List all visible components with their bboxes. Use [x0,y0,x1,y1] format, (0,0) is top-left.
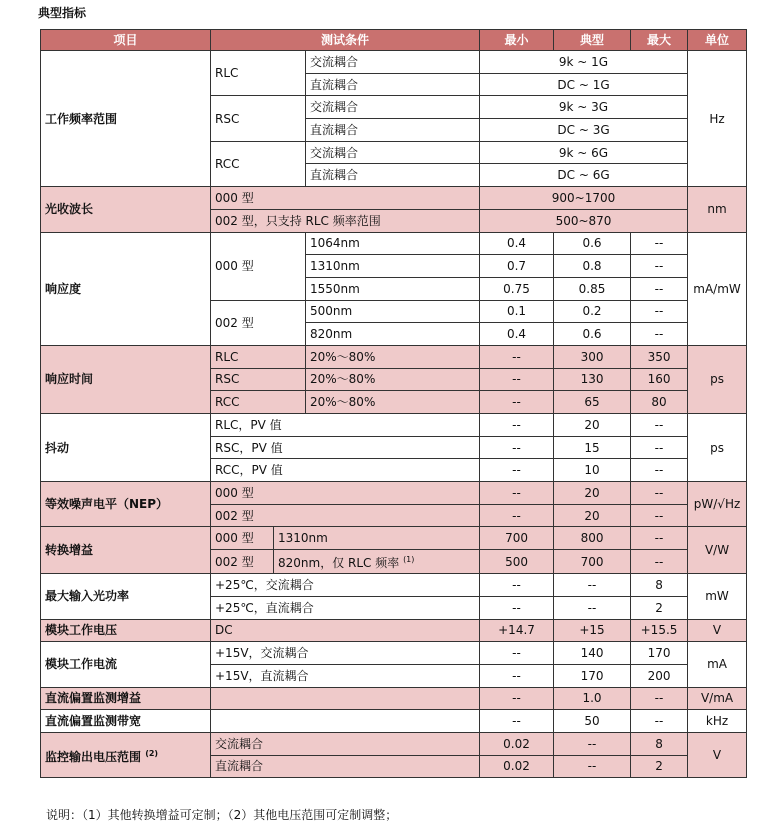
spec-table [40,29,747,778]
table-row [41,619,747,642]
header-row [41,30,747,51]
freq-value: DC ~ 6G [480,164,688,187]
resp-min: 0.7 [480,255,554,278]
gain-min: 500 [480,550,554,574]
footnote: 说明：（1）其他转换增益可定制；（2）其他电压范围可定制调整； [46,808,398,822]
gain-type: 000 型 [211,527,274,550]
freq-cond: 交流耦合 [306,51,480,74]
gain-unit: V/W [688,527,747,574]
wave-value: 900~1700 [480,187,688,210]
resp-max: -- [631,277,688,300]
curr-max: 170 [631,642,688,665]
rise-typ: 130 [554,368,631,391]
rise-min: -- [480,345,554,368]
table-row [41,232,747,255]
wave-cond: 002 型，只支持 RLC 频率范围 [211,209,480,232]
gain-type: 002 型 [211,550,274,574]
resp-typ: 0.6 [554,232,631,255]
curr-min: -- [480,642,554,665]
table-row [41,414,747,437]
resp-type: 000 型 [211,232,306,300]
monrange-unit: V [688,732,747,777]
resp-typ: 0.8 [554,255,631,278]
jitter-max: -- [631,414,688,437]
curr-label: 模块工作电流 [41,642,211,687]
wave-cond: 000 型 [211,187,480,210]
curr-typ: 170 [554,664,631,687]
resp-wavelength: 500nm [306,300,480,323]
monbw-typ: 50 [554,710,631,733]
monrange-cond: 直流耦合 [211,755,480,778]
rise-range: 20%～80% [306,345,480,368]
freq-rsc: RSC [211,96,306,141]
nep-max: -- [631,482,688,505]
nep-min: -- [480,504,554,527]
wave-unit: nm [688,187,747,232]
resp-unit: mA/mW [688,232,747,345]
monrange-label-text: 监控输出电压范围 [45,749,142,764]
freq-label: 工作频率范围 [41,51,211,187]
monrange-min: 0.02 [480,755,554,778]
jitter-min: -- [480,436,554,459]
freq-cond: 直流耦合 [306,73,480,96]
jitter-max: -- [631,436,688,459]
table-row [41,732,747,755]
jitter-cond: RLC，PV 值 [211,414,480,437]
resp-max: -- [631,300,688,323]
table-row [41,687,747,710]
mongain-min: -- [480,687,554,710]
nep-typ: 20 [554,504,631,527]
monbw-max: -- [631,710,688,733]
maxin-typ: -- [554,596,631,619]
maxin-label: 最大输入光功率 [41,574,211,619]
monbw-cond [211,710,480,733]
resp-wavelength: 1310nm [306,255,480,278]
nep-cond: 000 型 [211,482,480,505]
freq-cond: 直流耦合 [306,164,480,187]
jitter-typ: 10 [554,459,631,482]
monrange-max: 8 [631,732,688,755]
nep-label: 等效噪声电平（NEP） [41,482,211,527]
footnote-ref-2: (2) [145,748,159,758]
gain-max: -- [631,527,688,550]
rise-max: 80 [631,391,688,414]
resp-min: 0.4 [480,232,554,255]
resp-wavelength: 820nm [306,323,480,346]
rise-min: -- [480,368,554,391]
table-row [41,482,747,505]
wave-value: 500~870 [480,209,688,232]
gain-cond-text: 820nm，仅 RLC 频率 [278,556,400,571]
rise-max: 160 [631,368,688,391]
wave-label: 光收波长 [41,187,211,232]
mongain-unit: V/mA [688,687,747,710]
curr-max: 200 [631,664,688,687]
gain-max: -- [631,550,688,574]
freq-value: 9k ~ 3G [480,96,688,119]
maxin-max: 2 [631,596,688,619]
maxin-unit: mW [688,574,747,619]
resp-typ: 0.2 [554,300,631,323]
monrange-typ: -- [554,732,631,755]
table-row [41,642,747,665]
nep-cond: 002 型 [211,504,480,527]
curr-min: -- [480,664,554,687]
rise-range: 20%～80% [306,391,480,414]
table-row [41,187,747,210]
resp-max: -- [631,323,688,346]
header-max: 最大 [631,30,688,51]
freq-cond: 直流耦合 [306,119,480,142]
mongain-label: 直流偏置监测增益 [41,687,211,710]
section-title: 典型指标 [38,6,87,20]
rise-min: -- [480,391,554,414]
curr-unit: mA [688,642,747,687]
monbw-label: 直流偏置监测带宽 [41,710,211,733]
maxin-min: -- [480,596,554,619]
resp-min: 0.4 [480,323,554,346]
curr-typ: 140 [554,642,631,665]
volt-typ: +15 [554,619,631,642]
jitter-typ: 20 [554,414,631,437]
resp-wavelength: 1064nm [306,232,480,255]
maxin-min: -- [480,574,554,597]
monrange-cond: 交流耦合 [211,732,480,755]
header-condition: 测试条件 [211,30,480,51]
rise-type: RLC [211,345,306,368]
rise-typ: 65 [554,391,631,414]
gain-typ: 800 [554,527,631,550]
rise-type: RCC [211,391,306,414]
freq-cond: 交流耦合 [306,141,480,164]
rise-label: 响应时间 [41,345,211,413]
resp-type: 002 型 [211,300,306,345]
jitter-cond: RCC，PV 值 [211,459,480,482]
monrange-max: 2 [631,755,688,778]
volt-unit: V [688,619,747,642]
table-row [41,710,747,733]
monbw-unit: kHz [688,710,747,733]
monrange-label [41,732,211,777]
monbw-min: -- [480,710,554,733]
monrange-typ: -- [554,755,631,778]
freq-value: 9k ~ 1G [480,51,688,74]
nep-unit: pW/√Hz [688,482,747,527]
freq-rcc: RCC [211,141,306,186]
maxin-max: 8 [631,574,688,597]
gain-min: 700 [480,527,554,550]
table-row [41,527,747,550]
gain-cond [274,550,480,574]
nep-min: -- [480,482,554,505]
volt-max: +15.5 [631,619,688,642]
maxin-cond: +25℃，直流耦合 [211,596,480,619]
monrange-min: 0.02 [480,732,554,755]
volt-label: 模块工作电压 [41,619,211,642]
resp-label: 响应度 [41,232,211,345]
rise-typ: 300 [554,345,631,368]
freq-value: DC ~ 3G [480,119,688,142]
header-item: 项目 [41,30,211,51]
mongain-cond [211,687,480,710]
resp-typ: 0.6 [554,323,631,346]
resp-max: -- [631,255,688,278]
gain-typ: 700 [554,550,631,574]
rise-range: 20%～80% [306,368,480,391]
freq-value: DC ~ 1G [480,73,688,96]
gain-label: 转换增益 [41,527,211,574]
freq-cond: 交流耦合 [306,96,480,119]
maxin-cond: +25℃，交流耦合 [211,574,480,597]
curr-cond: +15V，交流耦合 [211,642,480,665]
jitter-label: 抖动 [41,414,211,482]
resp-wavelength: 1550nm [306,277,480,300]
nep-typ: 20 [554,482,631,505]
maxin-typ: -- [554,574,631,597]
freq-rlc: RLC [211,51,306,96]
jitter-cond: RSC，PV 值 [211,436,480,459]
mongain-typ: 1.0 [554,687,631,710]
freq-unit: Hz [688,51,747,187]
header-unit: 单位 [688,30,747,51]
volt-min: +14.7 [480,619,554,642]
jitter-max: -- [631,459,688,482]
table-row [41,51,747,74]
rise-max: 350 [631,345,688,368]
rise-unit: ps [688,345,747,413]
rise-type: RSC [211,368,306,391]
curr-cond: +15V，直流耦合 [211,664,480,687]
resp-min: 0.75 [480,277,554,300]
jitter-min: -- [480,414,554,437]
jitter-typ: 15 [554,436,631,459]
jitter-min: -- [480,459,554,482]
freq-value: 9k ~ 6G [480,141,688,164]
gain-cond: 1310nm [274,527,480,550]
volt-cond: DC [211,619,480,642]
mongain-max: -- [631,687,688,710]
table-row [41,574,747,597]
nep-max: -- [631,504,688,527]
resp-max: -- [631,232,688,255]
resp-typ: 0.85 [554,277,631,300]
jitter-unit: ps [688,414,747,482]
footnote-ref-1: (1) [403,555,415,565]
table-row [41,345,747,368]
header-min: 最小 [480,30,554,51]
resp-min: 0.1 [480,300,554,323]
header-typ: 典型 [554,30,631,51]
